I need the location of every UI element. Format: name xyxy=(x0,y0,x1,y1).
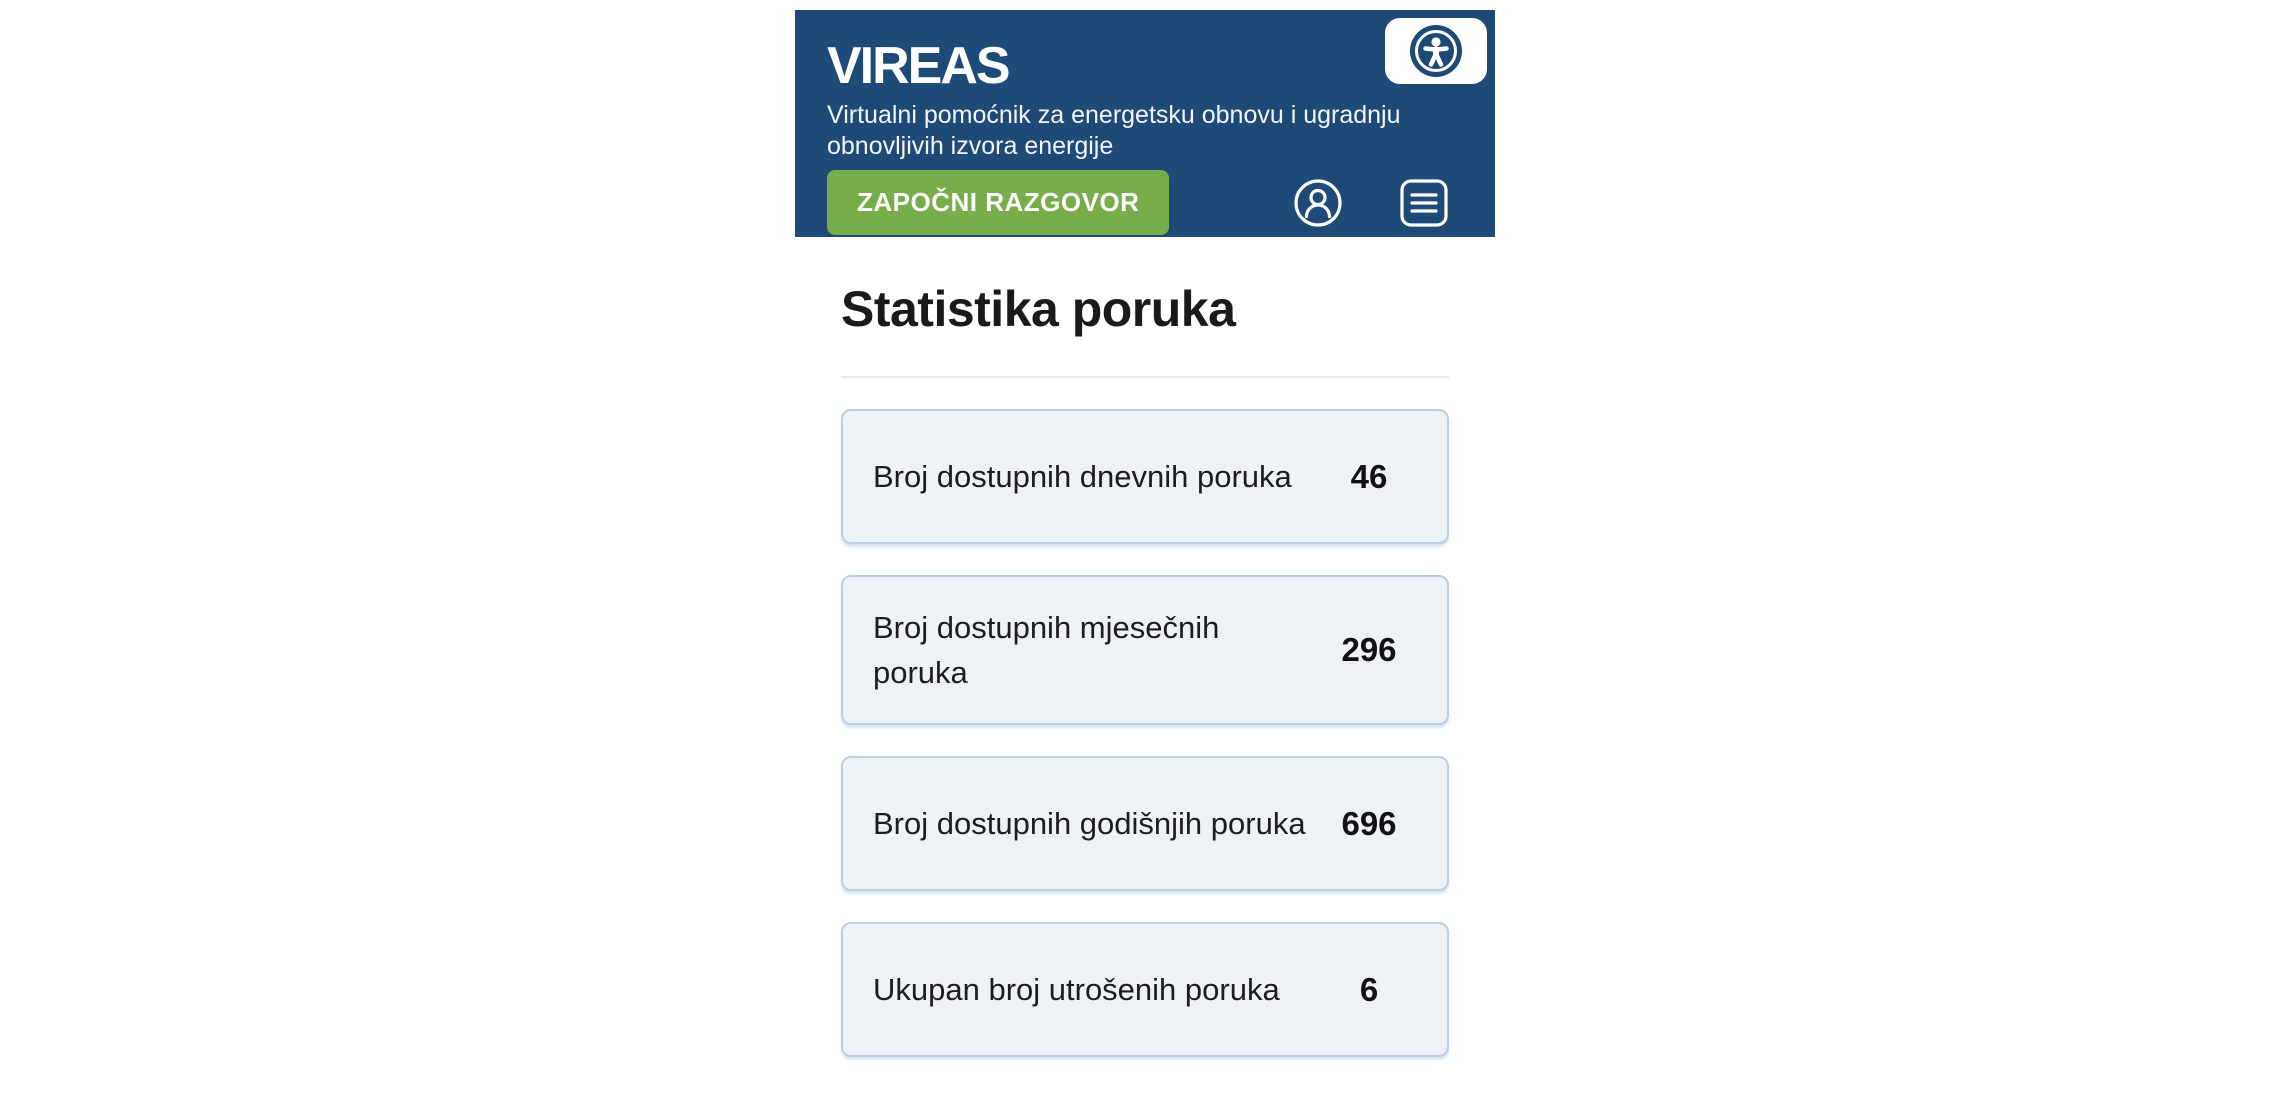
user-profile-icon xyxy=(1293,178,1343,228)
accessibility-icon xyxy=(1408,23,1464,79)
stat-card-yearly xyxy=(841,756,1449,891)
page-title: Statistika poruka xyxy=(841,281,1236,337)
divider xyxy=(841,376,1449,378)
stat-card-daily xyxy=(841,409,1449,544)
stat-value: 6 xyxy=(1359,970,1379,1008)
profile-button[interactable] xyxy=(1293,178,1343,228)
main-content xyxy=(795,281,1495,1057)
stat-value: 296 xyxy=(1341,631,1397,668)
app-container xyxy=(795,10,1495,1057)
hamburger-menu-icon xyxy=(1399,178,1449,228)
stat-card-used-total xyxy=(841,922,1449,1057)
start-conversation-button[interactable]: ZAPOČNI RAZGOVOR xyxy=(827,170,1169,235)
stat-label: Broj dostupnih mjesečnih poruka xyxy=(873,610,1220,690)
brand-tagline: Virtualni pomoćnik za energetsku obnovu i ugradnju obnovljivih izvora energije xyxy=(827,101,1401,160)
stat-label: Broj dostupnih godišnjih poruka xyxy=(873,806,1306,841)
stat-label: Broj dostupnih dnevnih poruka xyxy=(873,459,1292,494)
menu-button[interactable] xyxy=(1399,178,1449,228)
accessibility-widget-button[interactable] xyxy=(1385,18,1487,84)
brand-logo-text: VIREAS xyxy=(827,37,1009,95)
stat-value: 46 xyxy=(1350,457,1388,495)
stat-label: Ukupan broj utrošenih poruka xyxy=(873,972,1280,1007)
stat-card-monthly xyxy=(841,575,1449,725)
header-actions-row xyxy=(827,170,1495,235)
app-header xyxy=(795,10,1495,237)
header-icons xyxy=(1293,178,1449,228)
stat-value: 696 xyxy=(1341,804,1397,842)
